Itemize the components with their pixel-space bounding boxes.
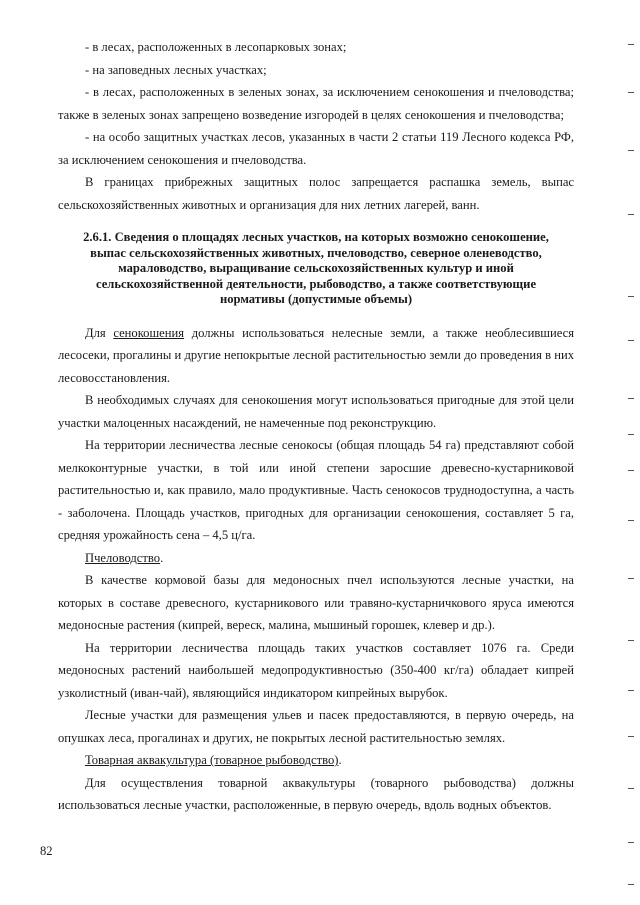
edge-mark — [628, 214, 634, 215]
section-heading: 2.6.1. Сведения о площадях лесных участков, на которых возможно сенокошение, выпас сельскохозяйственных животных, пчеловодство, северное оленеводство, мараловодство, выращивание сельскохозяйственных культур и иной сельскохозяйственной деятельности, рыбоводство, а также соответствующие нормативы (допустимые объемы) — [83, 230, 549, 306]
edge-mark — [628, 520, 634, 521]
text: Для — [85, 325, 114, 340]
subheading-beekeeping — [58, 547, 574, 570]
edge-mark — [628, 92, 634, 93]
edge-mark — [628, 398, 634, 399]
subheading-aquaculture — [58, 749, 574, 772]
edge-mark — [628, 44, 634, 45]
paragraph-bee-1: В качестве кормовой базы для медоносных пчел используются лесные участки, на которых в составе древесного, кустарникового или травяно-кустарничкового яруса имеются медоносные растения (кипрей, вереск, малина, мышиный горошек, клевер и др.). — [58, 573, 574, 632]
list-item: - в лесах, расположенных в лесопарковых зонах; — [85, 40, 347, 54]
edge-mark — [628, 470, 634, 471]
page-number: 82 — [40, 844, 53, 858]
paragraph-bee-3: Лесные участки для размещения ульев и пасек предоставляются, в первую очередь, на опушках леса, прогалинах и других, не покрытых лесной растительностью землях. — [58, 708, 574, 745]
edge-mark — [628, 884, 634, 885]
paragraph-buffer-zone: В границах прибрежных защитных полос запрещается распашка земель, выпас сельскохозяйственных животных и организация для них летних лагерей, ванн. — [58, 175, 574, 212]
paragraph-aqua-1: Для осуществления товарной аквакультуры (товарного рыбоводства) должны использоваться лесные участки, расположенные, в первую очередь, вдоль водных объектов. — [58, 775, 574, 812]
subheading-text: Пчеловодство — [85, 550, 161, 565]
subheading-text: Товарная аквакультура (товарное рыбоводство) — [85, 753, 339, 767]
text: . — [338, 753, 342, 767]
edge-mark — [628, 434, 634, 435]
paragraph-hay-3: На территории лесничества лесные сенокосы (общая площадь 54 га) представляют собой мелкоконтурные участки, в той или иной степени заросшие древесно-кустарниковой растительностью и, как правило, мало продуктивные. Часть сенокосов труднодоступна, а часть - заболочена. Площадь участков, пригодных для организации сенокошения, составляет 5 га, средняя урожайность сена – 4,5 ц/га. — [58, 438, 574, 542]
edge-mark — [628, 736, 634, 737]
edge-mark — [628, 150, 634, 151]
scan-edge-marks — [620, 0, 640, 905]
list-item: - на заповедных лесных участках; — [85, 62, 267, 77]
edge-mark — [628, 340, 634, 341]
text: . — [160, 550, 164, 565]
paragraph-hay-2: В необходимых случаях для сенокошения могут использоваться пригодные для этой цели участки малоценных насаждений, не намеченные под реконструкцию. — [58, 393, 574, 430]
edge-mark — [628, 640, 634, 641]
edge-mark — [628, 690, 634, 691]
edge-mark — [628, 296, 634, 297]
term-haymaking: сенокошения — [113, 325, 185, 340]
edge-mark — [628, 842, 634, 843]
edge-mark — [628, 578, 634, 579]
list-item: - на особо защитных участках лесов, указанных в части 2 статьи 119 Лесного кодекса РФ, за исключением сенокошения и пчеловодства. — [58, 130, 574, 167]
paragraph-hay-1 — [58, 322, 574, 390]
text: должны использоваться нелесные земли, а также необлесившиеся лесосеки, прогалины и другие непокрытые лесной растительностью земли до проведения в них лесовосстановления. — [58, 325, 574, 385]
list-item: - в лесах, расположенных в зеленых зонах, за исключением сенокошения и пчеловодства; также в зеленых зонах запрещено возведение изгородей в целях сенокошения и пчеловодства; — [58, 85, 574, 122]
paragraph-bee-2: На территории лесничества площадь таких участков составляет 1076 га. Среди медоносных растений наибольшей медопродуктивностью (350-400 кг/га) обладает кипрей узколистный (иван-чай), являющийся индикатором кипрейных вырубок. — [58, 640, 574, 700]
edge-mark — [628, 788, 634, 789]
body-text — [58, 36, 574, 817]
